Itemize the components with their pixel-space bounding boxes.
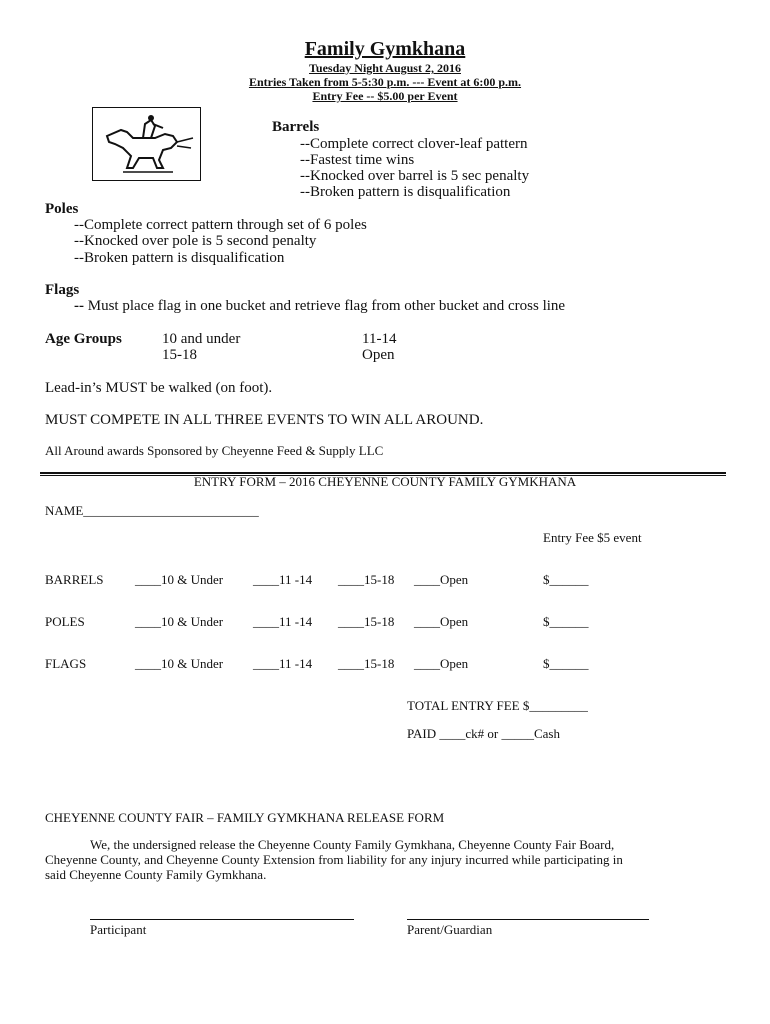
lead-in-note: Lead-in’s MUST be walked (on foot). — [45, 380, 273, 396]
poles-heading: Poles — [45, 201, 79, 217]
guardian-label: Parent/Guardian — [407, 922, 493, 937]
age-group: 10 and under — [162, 331, 241, 347]
flags-rule-text: Must place flag in one bucket and retrieve flag from other bucket and cross line — [84, 298, 566, 314]
page-title: Family Gymkhana — [304, 38, 466, 60]
poles-rule: --Knocked over pole is 5 second penalty — [74, 233, 317, 249]
age-10-under-blank[interactable]: ____10 & Under — [135, 614, 224, 629]
age-11-14-blank[interactable]: ____11 -14 — [253, 614, 313, 629]
event-label: POLES — [45, 614, 85, 629]
barrels-heading: Barrels — [272, 119, 320, 135]
entry-fee-header: Entry Fee $5 event — [543, 530, 642, 545]
age-group: Open — [362, 347, 395, 363]
age-groups-label: Age Groups — [45, 331, 122, 347]
age-10-under-blank[interactable]: ____10 & Under — [135, 656, 224, 671]
fee-blank[interactable]: $______ — [543, 572, 589, 587]
age-15-18-blank[interactable]: ____15-18 — [338, 572, 395, 587]
event-date: Tuesday Night August 2, 2016 — [309, 61, 461, 75]
barrels-rule: --Broken pattern is disqualification — [300, 184, 511, 200]
name-field[interactable]: NAME___________________________ — [45, 503, 259, 518]
age-15-18-blank[interactable]: ____15-18 — [338, 656, 395, 671]
entry-form-title: ENTRY FORM – 2016 CHEYENNE COUNTY FAMILY GYMKHANA — [193, 474, 577, 489]
barrels-rule: --Complete correct clover-leaf pattern — [300, 136, 528, 152]
age-open-blank[interactable]: ____Open — [414, 572, 469, 587]
release-text: said Cheyenne County Family Gymkhana. — [45, 867, 267, 882]
paid-field[interactable]: PAID ____ck# or _____Cash — [407, 726, 560, 741]
age-10-under-blank[interactable]: ____10 & Under — [135, 572, 224, 587]
fee-blank[interactable]: $______ — [543, 614, 589, 629]
age-15-18-blank[interactable]: ____15-18 — [338, 614, 395, 629]
entry-fee-note: Entry Fee -- $5.00 per Event — [312, 89, 458, 103]
release-title: CHEYENNE COUNTY FAIR – FAMILY GYMKHANA RELEASE FORM — [45, 810, 445, 825]
barrels-rule: --Knocked over barrel is 5 sec penalty — [300, 168, 530, 184]
flags-rule — [74, 298, 565, 315]
horse-rider-icon — [92, 107, 201, 181]
age-group: 15-18 — [162, 347, 197, 363]
age-group: 11-14 — [362, 331, 397, 347]
event-label: BARRELS — [45, 572, 104, 587]
fee-blank[interactable]: $______ — [543, 656, 589, 671]
age-open-blank[interactable]: ____Open — [414, 614, 469, 629]
participant-label: Participant — [90, 922, 147, 937]
entries-time: Entries Taken from 5-5:30 p.m. --- Event at 6:00 p.m. — [248, 75, 522, 89]
release-text: We, the undersigned release the Cheyenne County Family Gymkhana, Cheyenne County Fair Board, — [90, 837, 615, 852]
participant-signature-line[interactable] — [90, 919, 354, 920]
release-text: Cheyenne County, and Cheyenne County Extension from liability for any injury incurred while participating in — [45, 852, 623, 867]
guardian-signature-line[interactable] — [407, 919, 649, 920]
barrels-rule: --Fastest time wins — [300, 152, 415, 168]
total-entry-fee[interactable]: TOTAL ENTRY FEE $_________ — [407, 698, 588, 713]
age-open-blank[interactable]: ____Open — [414, 656, 469, 671]
poles-rule: --Complete correct pattern through set of 6 poles — [74, 217, 367, 233]
poles-rule: --Broken pattern is disqualification — [74, 250, 285, 266]
flags-heading: Flags — [45, 282, 80, 298]
sponsor-note: All Around awards Sponsored by Cheyenne Feed & Supply LLC — [45, 443, 384, 458]
flags-rule-prefix: -- — [74, 298, 84, 314]
age-11-14-blank[interactable]: ____11 -14 — [253, 656, 313, 671]
age-11-14-blank[interactable]: ____11 -14 — [253, 572, 313, 587]
all-around-note: MUST COMPETE IN ALL THREE EVENTS TO WIN ALL AROUND. — [45, 412, 484, 428]
event-label: FLAGS — [45, 656, 87, 671]
